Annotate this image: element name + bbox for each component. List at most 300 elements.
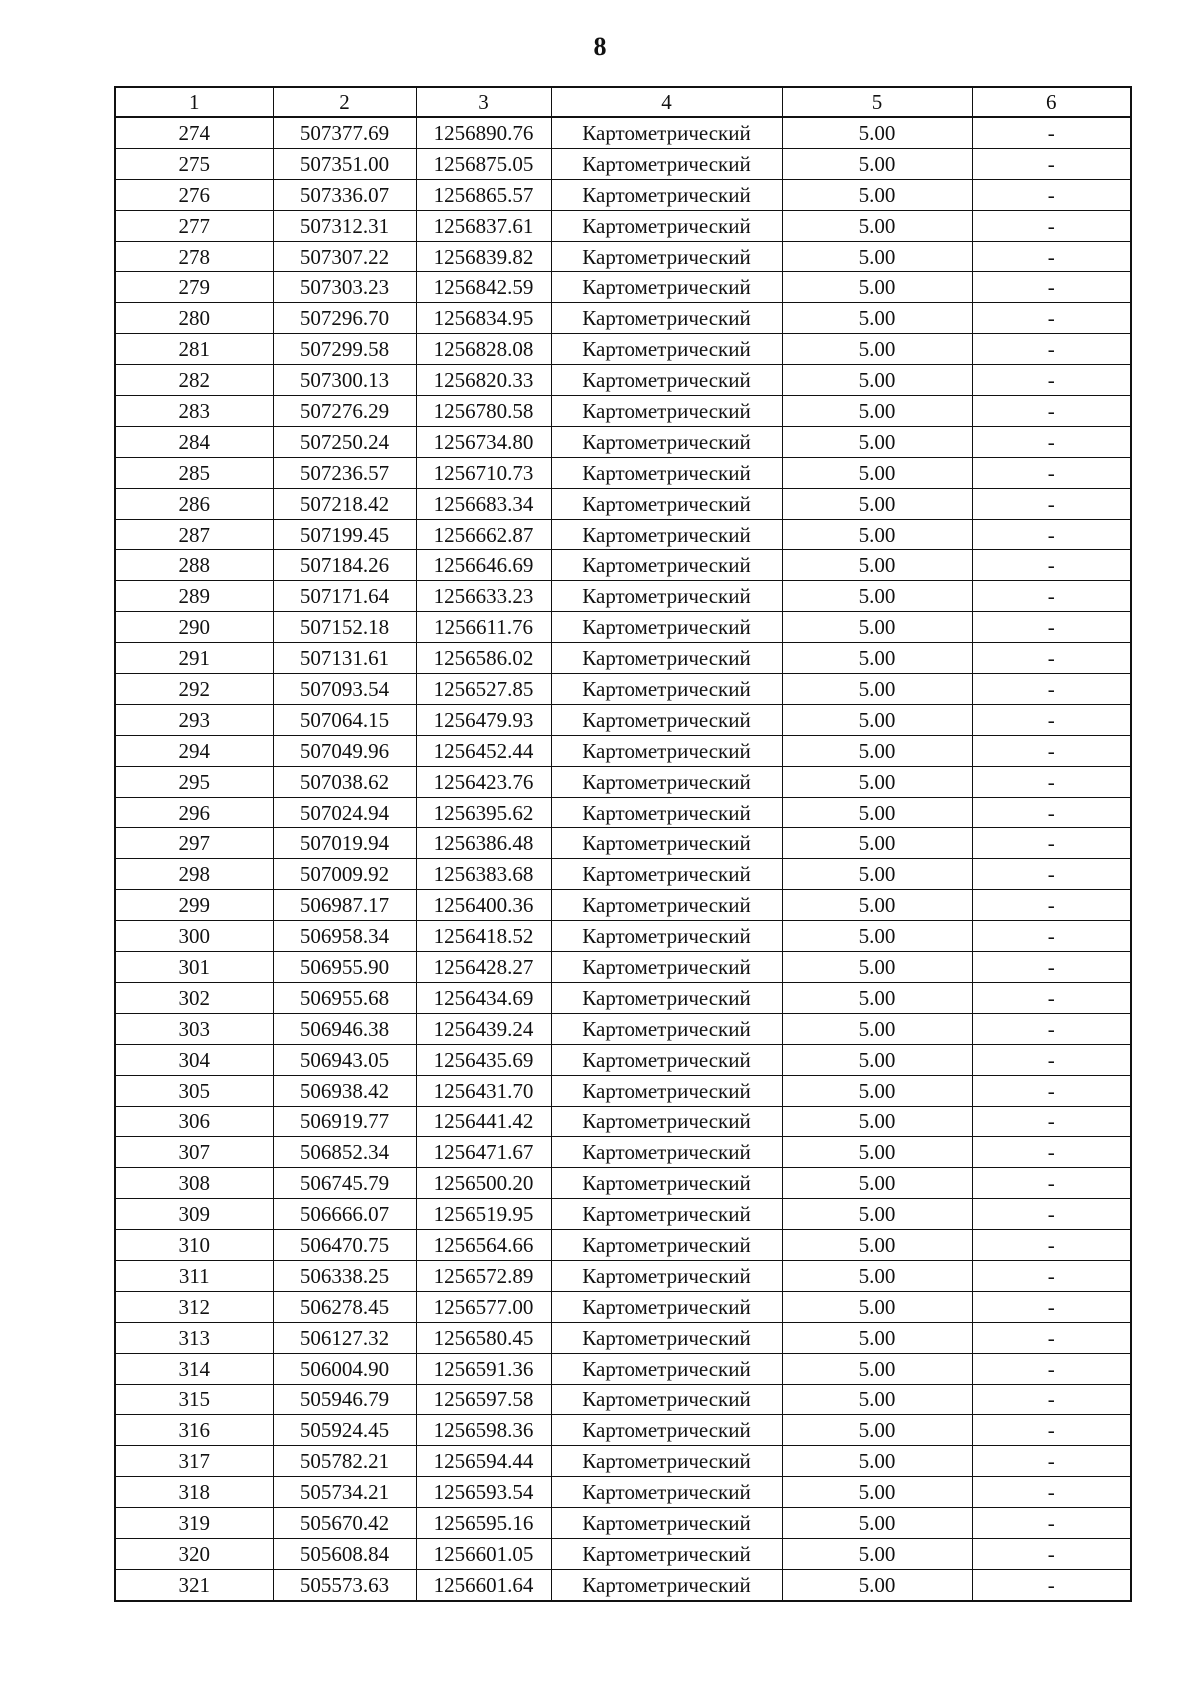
x-coordinate-cell: 506745.79	[273, 1168, 416, 1199]
x-coordinate-cell: 506278.45	[273, 1291, 416, 1322]
x-coordinate-cell: 507019.94	[273, 828, 416, 859]
x-coordinate-cell: 507038.62	[273, 766, 416, 797]
table-row	[115, 1199, 1131, 1230]
accuracy-cell: 5.00	[782, 581, 972, 612]
coordinates-table	[114, 86, 1132, 1602]
x-coordinate-cell: 507312.31	[273, 210, 416, 241]
x-coordinate-cell: 507064.15	[273, 704, 416, 735]
note-cell: -	[972, 828, 1131, 859]
table-row	[115, 1013, 1131, 1044]
x-coordinate-cell: 507336.07	[273, 179, 416, 210]
x-coordinate-cell: 507236.57	[273, 457, 416, 488]
x-coordinate-cell: 505946.79	[273, 1384, 416, 1415]
x-coordinate-cell: 507250.24	[273, 426, 416, 457]
note-cell: -	[972, 1013, 1131, 1044]
y-coordinate-cell: 1256820.33	[416, 365, 551, 396]
y-coordinate-cell: 1256395.62	[416, 797, 551, 828]
method-cell: Картометрический	[551, 1477, 782, 1508]
accuracy-cell: 5.00	[782, 735, 972, 766]
accuracy-cell: 5.00	[782, 1415, 972, 1446]
table-row	[115, 1569, 1131, 1600]
method-cell: Картометрический	[551, 210, 782, 241]
point-number-cell: 286	[115, 488, 273, 519]
method-cell: Картометрический	[551, 1168, 782, 1199]
accuracy-cell: 5.00	[782, 952, 972, 983]
y-coordinate-cell: 1256580.45	[416, 1322, 551, 1353]
x-coordinate-cell: 507276.29	[273, 396, 416, 427]
point-number-cell: 279	[115, 272, 273, 303]
point-number-cell: 301	[115, 952, 273, 983]
y-coordinate-cell: 1256834.95	[416, 303, 551, 334]
x-coordinate-cell: 507307.22	[273, 241, 416, 272]
accuracy-cell: 5.00	[782, 241, 972, 272]
method-cell: Картометрический	[551, 303, 782, 334]
y-coordinate-cell: 1256837.61	[416, 210, 551, 241]
y-coordinate-cell: 1256586.02	[416, 643, 551, 674]
table-row	[115, 1353, 1131, 1384]
table-row	[115, 1384, 1131, 1415]
accuracy-cell: 5.00	[782, 272, 972, 303]
table-row	[115, 797, 1131, 828]
x-coordinate-cell: 506943.05	[273, 1044, 416, 1075]
x-coordinate-cell: 506955.68	[273, 982, 416, 1013]
accuracy-cell: 5.00	[782, 1508, 972, 1539]
table-row	[115, 859, 1131, 890]
note-cell: -	[972, 1230, 1131, 1261]
table-row	[115, 148, 1131, 179]
note-cell: -	[972, 241, 1131, 272]
accuracy-cell: 5.00	[782, 674, 972, 705]
note-cell: -	[972, 704, 1131, 735]
accuracy-cell: 5.00	[782, 859, 972, 890]
x-coordinate-cell: 506987.17	[273, 890, 416, 921]
point-number-cell: 291	[115, 643, 273, 674]
column-header-4: 4	[551, 87, 782, 117]
table-row	[115, 1477, 1131, 1508]
method-cell: Картометрический	[551, 1013, 782, 1044]
accuracy-cell: 5.00	[782, 117, 972, 148]
point-number-cell: 315	[115, 1384, 273, 1415]
y-coordinate-cell: 1256386.48	[416, 828, 551, 859]
note-cell: -	[972, 1538, 1131, 1569]
y-coordinate-cell: 1256452.44	[416, 735, 551, 766]
y-coordinate-cell: 1256593.54	[416, 1477, 551, 1508]
note-cell: -	[972, 643, 1131, 674]
x-coordinate-cell: 507024.94	[273, 797, 416, 828]
y-coordinate-cell: 1256564.66	[416, 1230, 551, 1261]
accuracy-cell: 5.00	[782, 550, 972, 581]
x-coordinate-cell: 505734.21	[273, 1477, 416, 1508]
point-number-cell: 275	[115, 148, 273, 179]
note-cell: -	[972, 1508, 1131, 1539]
table-row	[115, 1168, 1131, 1199]
point-number-cell: 288	[115, 550, 273, 581]
method-cell: Картометрический	[551, 334, 782, 365]
method-cell: Картометрический	[551, 828, 782, 859]
table-row	[115, 1260, 1131, 1291]
page-number: 8	[593, 32, 607, 61]
method-cell: Картометрический	[551, 704, 782, 735]
accuracy-cell: 5.00	[782, 1106, 972, 1137]
x-coordinate-cell: 506470.75	[273, 1230, 416, 1261]
accuracy-cell: 5.00	[782, 982, 972, 1013]
note-cell: -	[972, 921, 1131, 952]
method-cell: Картометрический	[551, 1199, 782, 1230]
note-cell: -	[972, 210, 1131, 241]
accuracy-cell: 5.00	[782, 890, 972, 921]
point-number-cell: 290	[115, 612, 273, 643]
x-coordinate-cell: 507299.58	[273, 334, 416, 365]
point-number-cell: 314	[115, 1353, 273, 1384]
point-number-cell: 300	[115, 921, 273, 952]
point-number-cell: 312	[115, 1291, 273, 1322]
note-cell: -	[972, 179, 1131, 210]
accuracy-cell: 5.00	[782, 303, 972, 334]
table-row	[115, 1415, 1131, 1446]
method-cell: Картометрический	[551, 1446, 782, 1477]
note-cell: -	[972, 519, 1131, 550]
accuracy-cell: 5.00	[782, 179, 972, 210]
table-row	[115, 612, 1131, 643]
method-cell: Картометрический	[551, 581, 782, 612]
x-coordinate-cell: 505608.84	[273, 1538, 416, 1569]
point-number-cell: 305	[115, 1075, 273, 1106]
table-row	[115, 982, 1131, 1013]
note-cell: -	[972, 1291, 1131, 1322]
x-coordinate-cell: 507171.64	[273, 581, 416, 612]
x-coordinate-cell: 507303.23	[273, 272, 416, 303]
note-cell: -	[972, 550, 1131, 581]
note-cell: -	[972, 674, 1131, 705]
y-coordinate-cell: 1256646.69	[416, 550, 551, 581]
x-coordinate-cell: 506004.90	[273, 1353, 416, 1384]
table-row	[115, 117, 1131, 148]
accuracy-cell: 5.00	[782, 1322, 972, 1353]
y-coordinate-cell: 1256434.69	[416, 982, 551, 1013]
y-coordinate-cell: 1256842.59	[416, 272, 551, 303]
table-row	[115, 488, 1131, 519]
point-number-cell: 319	[115, 1508, 273, 1539]
table-row	[115, 1075, 1131, 1106]
y-coordinate-cell: 1256400.36	[416, 890, 551, 921]
note-cell: -	[972, 982, 1131, 1013]
point-number-cell: 293	[115, 704, 273, 735]
x-coordinate-cell: 507009.92	[273, 859, 416, 890]
accuracy-cell: 5.00	[782, 148, 972, 179]
point-number-cell: 308	[115, 1168, 273, 1199]
note-cell: -	[972, 1260, 1131, 1291]
method-cell: Картометрический	[551, 735, 782, 766]
point-number-cell: 311	[115, 1260, 273, 1291]
y-coordinate-cell: 1256428.27	[416, 952, 551, 983]
y-coordinate-cell: 1256439.24	[416, 1013, 551, 1044]
accuracy-cell: 5.00	[782, 1260, 972, 1291]
point-number-cell: 292	[115, 674, 273, 705]
table-row	[115, 334, 1131, 365]
point-number-cell: 295	[115, 766, 273, 797]
table-row	[115, 179, 1131, 210]
point-number-cell: 317	[115, 1446, 273, 1477]
method-cell: Картометрический	[551, 890, 782, 921]
point-number-cell: 289	[115, 581, 273, 612]
y-coordinate-cell: 1256418.52	[416, 921, 551, 952]
accuracy-cell: 5.00	[782, 519, 972, 550]
point-number-cell: 318	[115, 1477, 273, 1508]
note-cell: -	[972, 1384, 1131, 1415]
y-coordinate-cell: 1256441.42	[416, 1106, 551, 1137]
method-cell: Картометрический	[551, 612, 782, 643]
note-cell: -	[972, 1168, 1131, 1199]
y-coordinate-cell: 1256431.70	[416, 1075, 551, 1106]
column-header-3: 3	[416, 87, 551, 117]
x-coordinate-cell: 507296.70	[273, 303, 416, 334]
method-cell: Картометрический	[551, 457, 782, 488]
accuracy-cell: 5.00	[782, 612, 972, 643]
method-cell: Картометрический	[551, 797, 782, 828]
y-coordinate-cell: 1256595.16	[416, 1508, 551, 1539]
accuracy-cell: 5.00	[782, 1477, 972, 1508]
method-cell: Картометрический	[551, 148, 782, 179]
column-header-5: 5	[782, 87, 972, 117]
accuracy-cell: 5.00	[782, 1353, 972, 1384]
x-coordinate-cell: 507093.54	[273, 674, 416, 705]
table-row	[115, 550, 1131, 581]
accuracy-cell: 5.00	[782, 828, 972, 859]
accuracy-cell: 5.00	[782, 365, 972, 396]
table-row	[115, 1106, 1131, 1137]
method-cell: Картометрический	[551, 1106, 782, 1137]
accuracy-cell: 5.00	[782, 643, 972, 674]
table-row	[115, 1230, 1131, 1261]
x-coordinate-cell: 506946.38	[273, 1013, 416, 1044]
method-cell: Картометрический	[551, 1137, 782, 1168]
method-cell: Картометрический	[551, 1415, 782, 1446]
x-coordinate-cell: 506938.42	[273, 1075, 416, 1106]
note-cell: -	[972, 1137, 1131, 1168]
point-number-cell: 281	[115, 334, 273, 365]
column-header-2: 2	[273, 87, 416, 117]
point-number-cell: 303	[115, 1013, 273, 1044]
note-cell: -	[972, 1569, 1131, 1600]
note-cell: -	[972, 1044, 1131, 1075]
table-row	[115, 643, 1131, 674]
y-coordinate-cell: 1256594.44	[416, 1446, 551, 1477]
y-coordinate-cell: 1256780.58	[416, 396, 551, 427]
point-number-cell: 310	[115, 1230, 273, 1261]
note-cell: -	[972, 457, 1131, 488]
note-cell: -	[972, 1353, 1131, 1384]
method-cell: Картометрический	[551, 1538, 782, 1569]
table-row	[115, 519, 1131, 550]
method-cell: Картометрический	[551, 241, 782, 272]
table-row	[115, 704, 1131, 735]
table-row	[115, 1044, 1131, 1075]
y-coordinate-cell: 1256527.85	[416, 674, 551, 705]
table-row	[115, 241, 1131, 272]
method-cell: Картометрический	[551, 1044, 782, 1075]
x-coordinate-cell: 507300.13	[273, 365, 416, 396]
x-coordinate-cell: 507184.26	[273, 550, 416, 581]
table-row	[115, 921, 1131, 952]
table-row	[115, 828, 1131, 859]
accuracy-cell: 5.00	[782, 457, 972, 488]
note-cell: -	[972, 1446, 1131, 1477]
y-coordinate-cell: 1256519.95	[416, 1199, 551, 1230]
note-cell: -	[972, 859, 1131, 890]
accuracy-cell: 5.00	[782, 1013, 972, 1044]
point-number-cell: 313	[115, 1322, 273, 1353]
accuracy-cell: 5.00	[782, 921, 972, 952]
point-number-cell: 280	[115, 303, 273, 334]
note-cell: -	[972, 426, 1131, 457]
x-coordinate-cell: 507351.00	[273, 148, 416, 179]
x-coordinate-cell: 506666.07	[273, 1199, 416, 1230]
method-cell: Картометрический	[551, 1353, 782, 1384]
accuracy-cell: 5.00	[782, 1137, 972, 1168]
y-coordinate-cell: 1256875.05	[416, 148, 551, 179]
point-number-cell: 304	[115, 1044, 273, 1075]
y-coordinate-cell: 1256611.76	[416, 612, 551, 643]
y-coordinate-cell: 1256633.23	[416, 581, 551, 612]
note-cell: -	[972, 365, 1131, 396]
point-number-cell: 285	[115, 457, 273, 488]
method-cell: Картометрический	[551, 1260, 782, 1291]
x-coordinate-cell: 507377.69	[273, 117, 416, 148]
x-coordinate-cell: 507199.45	[273, 519, 416, 550]
point-number-cell: 297	[115, 828, 273, 859]
accuracy-cell: 5.00	[782, 488, 972, 519]
point-number-cell: 306	[115, 1106, 273, 1137]
table-body	[115, 117, 1131, 1601]
y-coordinate-cell: 1256471.67	[416, 1137, 551, 1168]
method-cell: Картометрический	[551, 921, 782, 952]
accuracy-cell: 5.00	[782, 1075, 972, 1106]
note-cell: -	[972, 890, 1131, 921]
method-cell: Картометрический	[551, 488, 782, 519]
table-row	[115, 1446, 1131, 1477]
x-coordinate-cell: 506127.32	[273, 1322, 416, 1353]
method-cell: Картометрический	[551, 179, 782, 210]
point-number-cell: 320	[115, 1538, 273, 1569]
table-row	[115, 210, 1131, 241]
table-row	[115, 890, 1131, 921]
method-cell: Картометрический	[551, 396, 782, 427]
x-coordinate-cell: 506338.25	[273, 1260, 416, 1291]
y-coordinate-cell: 1256601.05	[416, 1538, 551, 1569]
note-cell: -	[972, 1075, 1131, 1106]
accuracy-cell: 5.00	[782, 1569, 972, 1600]
accuracy-cell: 5.00	[782, 1384, 972, 1415]
y-coordinate-cell: 1256890.76	[416, 117, 551, 148]
method-cell: Картометрический	[551, 1075, 782, 1106]
point-number-cell: 278	[115, 241, 273, 272]
method-cell: Картометрический	[551, 117, 782, 148]
method-cell: Картометрический	[551, 1291, 782, 1322]
y-coordinate-cell: 1256598.36	[416, 1415, 551, 1446]
accuracy-cell: 5.00	[782, 1044, 972, 1075]
table-row	[115, 1508, 1131, 1539]
table-row	[115, 396, 1131, 427]
method-cell: Картометрический	[551, 365, 782, 396]
note-cell: -	[972, 952, 1131, 983]
y-coordinate-cell: 1256500.20	[416, 1168, 551, 1199]
method-cell: Картометрический	[551, 272, 782, 303]
method-cell: Картометрический	[551, 426, 782, 457]
point-number-cell: 302	[115, 982, 273, 1013]
table-row	[115, 1137, 1131, 1168]
x-coordinate-cell: 505573.63	[273, 1569, 416, 1600]
x-coordinate-cell: 507131.61	[273, 643, 416, 674]
x-coordinate-cell: 506955.90	[273, 952, 416, 983]
y-coordinate-cell: 1256710.73	[416, 457, 551, 488]
method-cell: Картометрический	[551, 643, 782, 674]
point-number-cell: 277	[115, 210, 273, 241]
method-cell: Картометрический	[551, 1230, 782, 1261]
note-cell: -	[972, 1199, 1131, 1230]
accuracy-cell: 5.00	[782, 1291, 972, 1322]
accuracy-cell: 5.00	[782, 426, 972, 457]
x-coordinate-cell: 505670.42	[273, 1508, 416, 1539]
x-coordinate-cell: 506852.34	[273, 1137, 416, 1168]
x-coordinate-cell: 507152.18	[273, 612, 416, 643]
point-number-cell: 316	[115, 1415, 273, 1446]
method-cell: Картометрический	[551, 1508, 782, 1539]
table-row	[115, 457, 1131, 488]
table-row	[115, 766, 1131, 797]
point-number-cell: 276	[115, 179, 273, 210]
column-header-6: 6	[972, 87, 1131, 117]
table-row	[115, 426, 1131, 457]
note-cell: -	[972, 117, 1131, 148]
table-row	[115, 365, 1131, 396]
table-header-row	[115, 87, 1131, 117]
point-number-cell: 309	[115, 1199, 273, 1230]
y-coordinate-cell: 1256601.64	[416, 1569, 551, 1600]
note-cell: -	[972, 797, 1131, 828]
note-cell: -	[972, 334, 1131, 365]
table-row	[115, 272, 1131, 303]
method-cell: Картометрический	[551, 1322, 782, 1353]
accuracy-cell: 5.00	[782, 1446, 972, 1477]
note-cell: -	[972, 612, 1131, 643]
accuracy-cell: 5.00	[782, 1168, 972, 1199]
note-cell: -	[972, 303, 1131, 334]
method-cell: Картометрический	[551, 1384, 782, 1415]
accuracy-cell: 5.00	[782, 797, 972, 828]
x-coordinate-cell: 507218.42	[273, 488, 416, 519]
point-number-cell: 283	[115, 396, 273, 427]
table-row	[115, 581, 1131, 612]
accuracy-cell: 5.00	[782, 766, 972, 797]
method-cell: Картометрический	[551, 1569, 782, 1600]
method-cell: Картометрический	[551, 952, 782, 983]
accuracy-cell: 5.00	[782, 334, 972, 365]
note-cell: -	[972, 396, 1131, 427]
y-coordinate-cell: 1256383.68	[416, 859, 551, 890]
note-cell: -	[972, 1322, 1131, 1353]
y-coordinate-cell: 1256865.57	[416, 179, 551, 210]
y-coordinate-cell: 1256479.93	[416, 704, 551, 735]
point-number-cell: 296	[115, 797, 273, 828]
x-coordinate-cell: 506958.34	[273, 921, 416, 952]
y-coordinate-cell: 1256577.00	[416, 1291, 551, 1322]
point-number-cell: 287	[115, 519, 273, 550]
method-cell: Картометрический	[551, 859, 782, 890]
table-row	[115, 674, 1131, 705]
y-coordinate-cell: 1256662.87	[416, 519, 551, 550]
method-cell: Картометрический	[551, 674, 782, 705]
note-cell: -	[972, 272, 1131, 303]
